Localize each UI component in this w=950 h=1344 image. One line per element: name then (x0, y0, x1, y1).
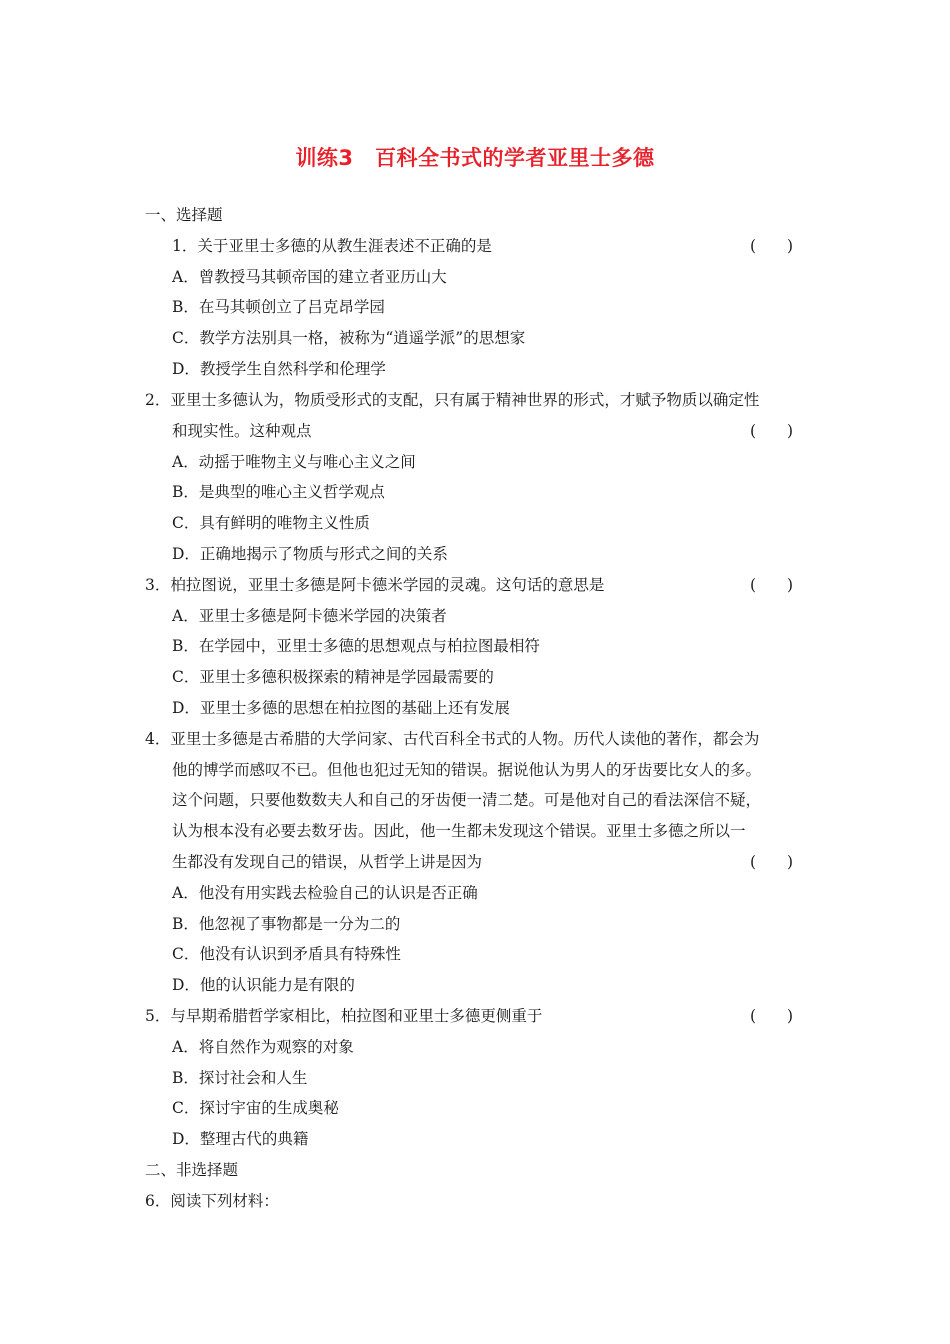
question-2-option-b: B．是典型的唯心主义哲学观点 (172, 483, 385, 501)
question-1-answer-bracket: ( ) (750, 237, 794, 255)
question-1-option-c: C．教学方法别具一格，被称为“逍遥学派”的思想家 (172, 329, 526, 347)
question-1-option-d: D．教授学生自然科学和伦理学 (172, 360, 386, 378)
question-4-option-d: D．他的认识能力是有限的 (172, 976, 355, 994)
section-heading-choice: 一、选择题 (145, 206, 223, 224)
question-3-option-b: B．在学园中，亚里士多德的思想观点与柏拉图最相符 (172, 637, 540, 655)
question-2-option-a: A．动摇于唯物主义与唯心主义之间 (172, 453, 416, 471)
question-3-option-a: A．亚里士多德是阿卡德米学园的决策者 (172, 607, 447, 625)
question-4-stem-continued: 这个问题，只要他数数夫人和自己的牙齿便一清二楚。可是他对自己的看法深信不疑， (172, 791, 762, 809)
question-5-stem: 5．与早期希腊哲学家相比，柏拉图和亚里士多德更侧重于 (145, 1007, 543, 1025)
question-2-stem: 2．亚里士多德认为，物质受形式的支配，只有属于精神世界的形式，才赋予物质以确定性 (145, 391, 760, 409)
question-4-stem-continued: 认为根本没有必要去数牙齿。因此，他一生都未发现这个错误。亚里士多德之所以一 (172, 822, 746, 840)
question-6-stem: 6．阅读下列材料： (145, 1192, 279, 1210)
question-2-answer-bracket: ( ) (750, 422, 794, 440)
section-heading-nonchoice: 二、非选择题 (145, 1161, 239, 1179)
question-4-option-b: B．他忽视了事物都是一分为二的 (172, 915, 401, 933)
question-1-option-a: A．曾教授马其顿帝国的建立者亚历山大 (172, 268, 447, 286)
question-4-option-a: A．他没有用实践去检验自己的认识是否正确 (172, 884, 478, 902)
question-2-option-c: C．具有鲜明的唯物主义性质 (172, 514, 370, 532)
question-5-option-c: C．探讨宇宙的生成奥秘 (172, 1099, 339, 1117)
question-2-option-d: D．正确地揭示了物质与形式之间的关系 (172, 545, 448, 563)
question-2-stem-continued: 和现实性。这种观点 (172, 422, 312, 440)
question-4-option-c: C．他没有认识到矛盾具有特殊性 (172, 945, 401, 963)
page-title: 训练3 百科全书式的学者亚里士多德 (295, 146, 655, 170)
question-4-answer-bracket: ( ) (750, 853, 794, 871)
question-5-answer-bracket: ( ) (750, 1007, 794, 1025)
question-5-option-b: B．探讨社会和人生 (172, 1069, 308, 1087)
question-1-stem: 1．关于亚里士多德的从教生涯表述不正确的是 (172, 237, 492, 255)
question-5-option-a: A．将自然作为观察的对象 (172, 1038, 354, 1056)
question-3-stem: 3．柏拉图说，亚里士多德是阿卡德米学园的灵魂。这句话的意思是 (145, 576, 605, 594)
question-4-stem: 4．亚里士多德是古希腊的大学问家、古代百科全书式的人物。历代人读他的著作，都会为 (145, 730, 760, 748)
question-1-option-b: B．在马其顿创立了吕克昂学园 (172, 298, 385, 316)
question-4-stem-continued: 生都没有发现自己的错误，从哲学上讲是因为 (172, 853, 483, 871)
question-3-option-c: C．亚里士多德积极探索的精神是学园最需要的 (172, 668, 494, 686)
question-5-option-d: D．整理古代的典籍 (172, 1130, 309, 1148)
question-3-option-d: D．亚里士多德的思想在柏拉图的基础上还有发展 (172, 699, 510, 717)
question-4-stem-continued: 他的博学而感叹不已。但他也犯过无知的错误。据说他认为男人的牙齿要比女人的多。 (172, 761, 762, 779)
question-3-answer-bracket: ( ) (750, 576, 794, 594)
